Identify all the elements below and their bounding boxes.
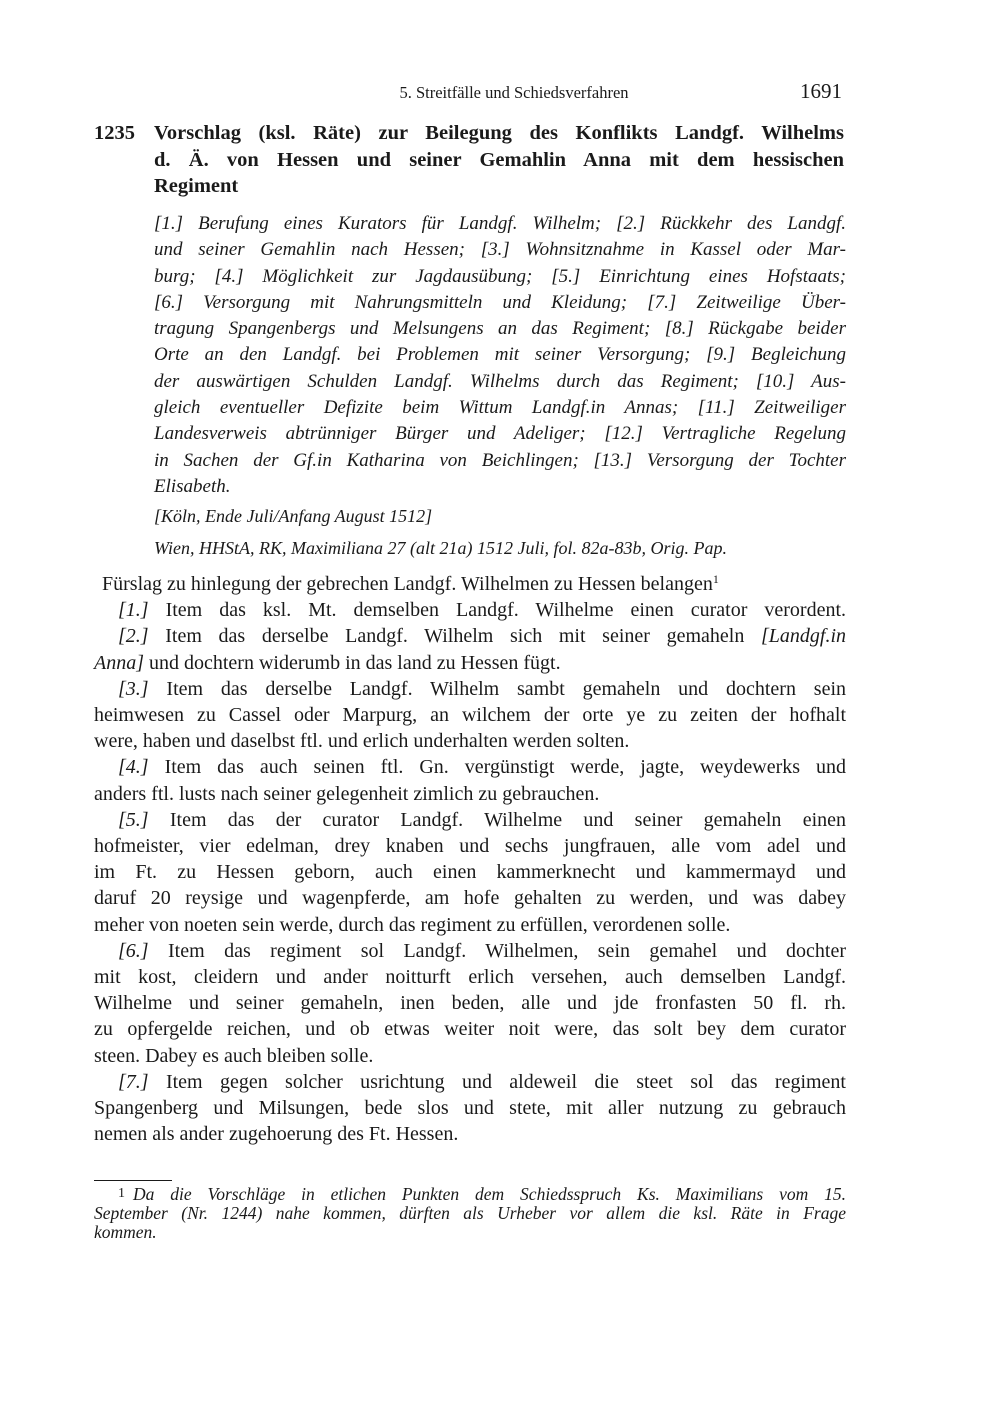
footnote-divider [94,1180,172,1181]
paragraph-5-cont: meher von noeten sein werde, durch das regiment zu erfüllen, verordenen solle. [94,913,731,936]
footnote-1 [94,1184,846,1243]
paragraph-2 [94,623,846,649]
paragraph-marker: [2.] [118,625,149,648]
paragraph-text: Item das ksl. Mt. demselben Landgf. Wilhelme einen curator verordent. [165,599,847,622]
paragraph-5 [94,807,846,833]
document-summary [154,211,846,500]
paragraph-marker: [7.] [118,1070,149,1093]
paragraph-text: Item das auch seinen ftl. Gn. vergünstigt werde, jagte, weydewerks und [164,756,846,779]
paragraph-4-cont: anders ftl. lusts nach seiner gelegenheit zimlich zu gebrauchen. [94,782,600,805]
paragraph-marker: [4.] [118,756,149,779]
paragraph-3-cont: heimwesen zu Cassel oder Marpurg, an wilchem der orte ye zu zeiten der hofhalt [94,704,846,727]
editorial-insertion: Anna] [94,651,144,674]
paragraph-text: Item das regiment sol Landgf. Wilhelmen, sein gemahel und dochter [168,939,846,962]
summary-line: tragung Spangenbergs und Melsungens an das Regiment; [8.] Rückgabe beider [154,318,846,340]
summary-line: [6.] Versorgung mit Nahrungsmitteln und Kleidung; [7.] Zeitweilige Über- [154,291,846,313]
paragraph-3 [94,676,846,702]
summary-line: in Sachen der Gf.in Katharina von Beichlingen; [13.] Versorgung der Tochter [154,449,846,471]
paragraph-text: Item das der curator Landgf. Wilhelme und seiner gemaheln einen [169,808,847,831]
page-number: 1691 [800,79,842,103]
paragraph-6 [94,938,846,964]
summary-line: burg; [4.] Möglichkeit zur Jagdausübung; [5.] Einrichtung eines Hofstaats; [154,265,846,287]
paragraph-text: und dochtern widerumb in das land zu Hessen fügt. [149,651,561,674]
summary-line: Landesverweis abtrünniger Bürger und Adeliger; [12.] Vertragliche Regelung [154,423,846,445]
paragraph-5-cont: hofmeister, vier edelman, drey knaben und sechs jungfrauen, alle vom adel und [94,835,846,858]
document-number: 1235 [94,122,135,144]
summary-line: Elisabeth. [154,475,231,497]
paragraph-7-cont: Spangenberg und Milsungen, bede slos und stete, mit aller nutzung zu gebrauch [94,1097,846,1120]
editorial-insertion: [Landgf.in [760,625,847,648]
paragraph-marker: [1.] [118,599,149,622]
running-head [94,80,846,106]
paragraph-6-cont: mit kost, cleidern und ander noitturft erlich versehen, auch demselben Landgf. [94,966,846,989]
paragraph-6-cont: zu opfergelde reichen, und ob etwas weiter noit were, das solt bey dem curator [94,1018,846,1041]
footnote-text: Da die Vorschläge in etlichen Punkten dem Schiedsspruch Ks. Maximilians vom 15. [133,1184,846,1204]
paragraph-5-cont: daruf 20 reysige und wagenpferde, am hofe gehalten zu werden, und was dabey [94,887,846,910]
archival-source: Wien, HHStA, RK, Maximiliana 27 (alt 21a) 1512 Juli, fol. 82a-83b, Orig. Pap. [154,538,727,558]
paragraph-6-cont: steen. Dabey es auch bleiben solle. [94,1044,374,1067]
paragraph-marker: [6.] [118,939,149,962]
paragraph-4 [94,754,846,780]
paragraph-5-cont: im Ft. zu Hessen geborn, auch einen kammerknecht und kammermayd und [94,861,846,884]
paragraph-7 [94,1069,846,1095]
place-date: [Köln, Ende Juli/Anfang August 1512] [154,506,433,526]
paragraph-1 [94,597,846,623]
paragraph-text: Item gegen solcher usrichtung und aldeweil die steet sol das regiment [165,1070,846,1093]
paragraph-marker: [5.] [118,808,149,831]
edition-text [94,571,846,1147]
summary-line: Orte an den Landgf. bei Problemen mit seiner Versorgung; [9.] Begleichung [154,344,846,366]
document-title-line: d. Ä. von Hessen und seiner Gemahlin Anna mit dem hessischen [154,148,844,171]
text-heading [94,571,846,597]
paragraph-marker: [3.] [118,677,149,700]
paragraph-7-cont: nemen als ander zugehoerung des Ft. Hessen. [94,1123,459,1146]
summary-line: der auswärtigen Schulden Landgf. Wilhelms durch das Regiment; [10.] Aus- [154,370,846,392]
footnote-reference[interactable]: 1 [712,572,719,586]
running-head-title: 5. Streitfälle und Schiedsverfahren [399,83,629,102]
footnote-line: kommen. [94,1222,157,1243]
summary-line: [1.] Berufung eines Kurators für Landgf. Wilhelm; [2.] Rückkehr des Landgf. [154,213,846,234]
paragraph-3-cont: were, haben und daselbst ftl. und erlich underhalten werden solten. [94,730,630,753]
document-title-line: Vorschlag (ksl. Räte) zur Beilegung des Konflikts Landgf. Wilhelms [154,122,844,144]
paragraph-6-cont: Wilhelme und seiner gemaheln, inen beden, alle und jde fronfasten 50 fl. rh. [94,992,846,1015]
footnote-line [94,1184,846,1204]
text-heading-label: Fürslag zu hinlegung der gebrechen Landgf. Wilhelmen zu Hessen belangen [102,573,713,595]
summary-line: und seiner Gemahlin nach Hessen; [3.] Wohnsitznahme in Kassel oder Mar- [154,239,846,261]
paragraph-text: Item das derselbe Landgf. Wilhelm sich mit seiner gemaheln [165,625,745,648]
document-title-line: Regiment [154,175,239,197]
footnote-mark: 1 [118,1186,125,1201]
paragraph-text: Item das derselbe Landgf. Wilhelm sambt gemaheln und dochtern sein [166,677,847,700]
paragraph-2-cont [94,650,846,676]
footnote-line: September (Nr. 1244) nahe kommen, dürften als Urheber vor allem die ksl. Räte in Frage [94,1203,846,1224]
document-title [154,120,844,200]
summary-line: gleich eventueller Defizite beim Wittum Landgf.in Annas; [11.] Zeitweiliger [154,397,846,419]
